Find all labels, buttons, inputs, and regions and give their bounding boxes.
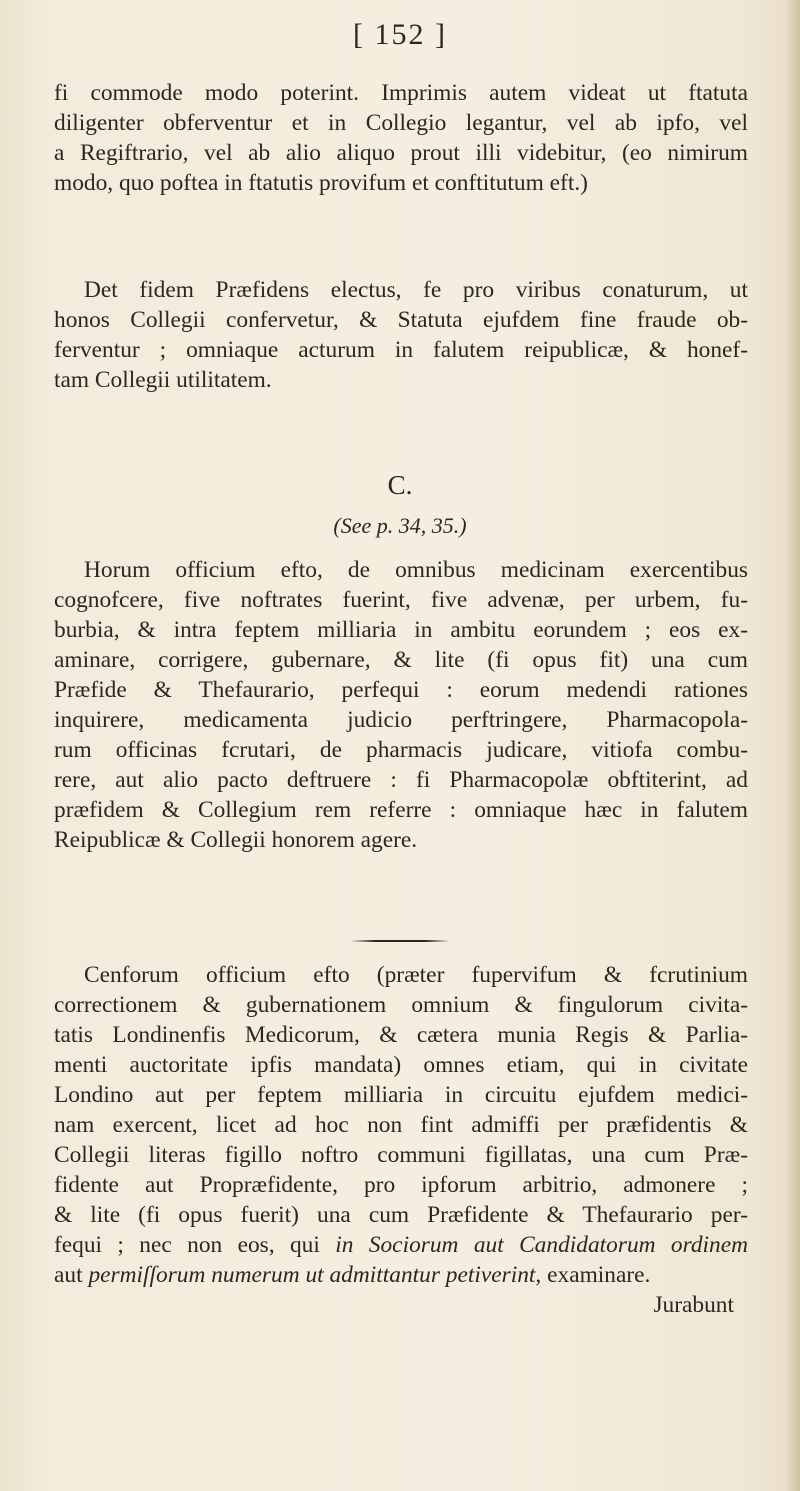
text-line: Horum officium efto, de omnibus medicinam exercentibus (84, 557, 748, 583)
text-line: Cenforum officium efto (præter fupervifum & fcrutinium (84, 962, 748, 988)
text-line: Det fidem Præfidens electus, fe pro viribus conaturum, ut (84, 277, 748, 303)
text-line: aminare, corrigere, gubernare, & lite (fi opus fit) una cum (54, 647, 748, 673)
catchword: Jurabunt (653, 1292, 734, 1318)
paragraph-4 (54, 960, 748, 1320)
text-line: fi commode modo poterint. Imprimis autem videat ut ftatuta (54, 80, 748, 106)
text-line: & lite (fi opus fuerit) una cum Præfidente & Thefaurario per- (54, 1202, 748, 1228)
text-line: Reipublicæ & Collegii honorem agere. (54, 827, 418, 853)
text-line: modo, quo poftea in ftatutis provifum et conftitutum eft.) (54, 170, 588, 196)
text-line: honos Collegii confervetur, & Statuta ejufdem fine fraude ob- (54, 307, 748, 333)
text-line: fidente aut Propræfidente, pro ipforum arbitrio, admonere ; (54, 1172, 748, 1198)
text-line: inquirere, medicamenta judicio perftringere, Pharmacopola- (54, 707, 748, 733)
text-line: Londino aut per feptem milliaria in circuitu ejufdem medici- (54, 1082, 748, 1108)
text-run: fequi ; nec non eos, qui (54, 1232, 320, 1258)
paragraph-2 (54, 275, 748, 395)
text-line-mixed (54, 1260, 748, 1290)
text-line: burbia, & intra feptem milliaria in ambitu eorundem ; eos ex- (54, 617, 748, 643)
paragraph-3 (54, 555, 748, 855)
text-run: aut (54, 1262, 83, 1288)
italic-text-run: permiſſorum numerum ut admittantur petiverint, (88, 1262, 542, 1288)
text-line: præfidem & Collegium rem referre : omniaque hæc in falutem (54, 797, 748, 823)
section-reference: (See p. 34, 35.) (333, 513, 467, 538)
text-line-mixed (54, 1230, 748, 1260)
text-line: tam Collegii utilitatem. (54, 367, 272, 393)
text-line: a Regiftrario, vel ab alio aliquo prout illi videbitur, (eo nimirum (54, 140, 748, 166)
page-number: [ 152 ] (353, 18, 447, 51)
text-line: diligenter obferventur et in Collegio legantur, vel ab ipfo, vel (54, 110, 748, 136)
section-divider-rule (350, 940, 450, 942)
section-heading: C. (387, 470, 413, 500)
text-line: Præfide & Thefaurario, perfequi : eorum medendi rationes (54, 677, 748, 703)
italic-text-run: in Sociorum aut Candidatorum ordinem (335, 1232, 748, 1258)
text-line: cognofcere, five noftrates fuerint, five advenæ, per urbem, fu- (54, 587, 748, 613)
text-line: nam exercent, licet ad hoc non fint admiffi per præfidentis & (54, 1112, 748, 1138)
text-line: tatis Londinenfis Medicorum, & cætera munia Regis & Parlia- (54, 1022, 748, 1048)
paragraph-1 (54, 78, 748, 198)
page-edge-shadow (786, 0, 800, 1491)
text-line: rum officinas fcrutari, de pharmacis judicare, vitiofa combu- (54, 737, 748, 763)
text-run: examinare. (547, 1262, 651, 1288)
text-line: Collegii literas figillo noftro communi figillatas, una cum Præ- (54, 1142, 748, 1168)
text-line: ferventur ; omniaque acturum in falutem reipublicæ, & honef- (54, 337, 748, 363)
text-line: menti auctoritate ipfis mandata) omnes etiam, qui in civitate (54, 1052, 748, 1078)
text-line: rere, aut alio pacto deftruere : fi Pharmacopolæ obftiterint, ad (54, 767, 748, 793)
text-line: correctionem & gubernationem omnium & fingulorum civita- (54, 992, 748, 1018)
